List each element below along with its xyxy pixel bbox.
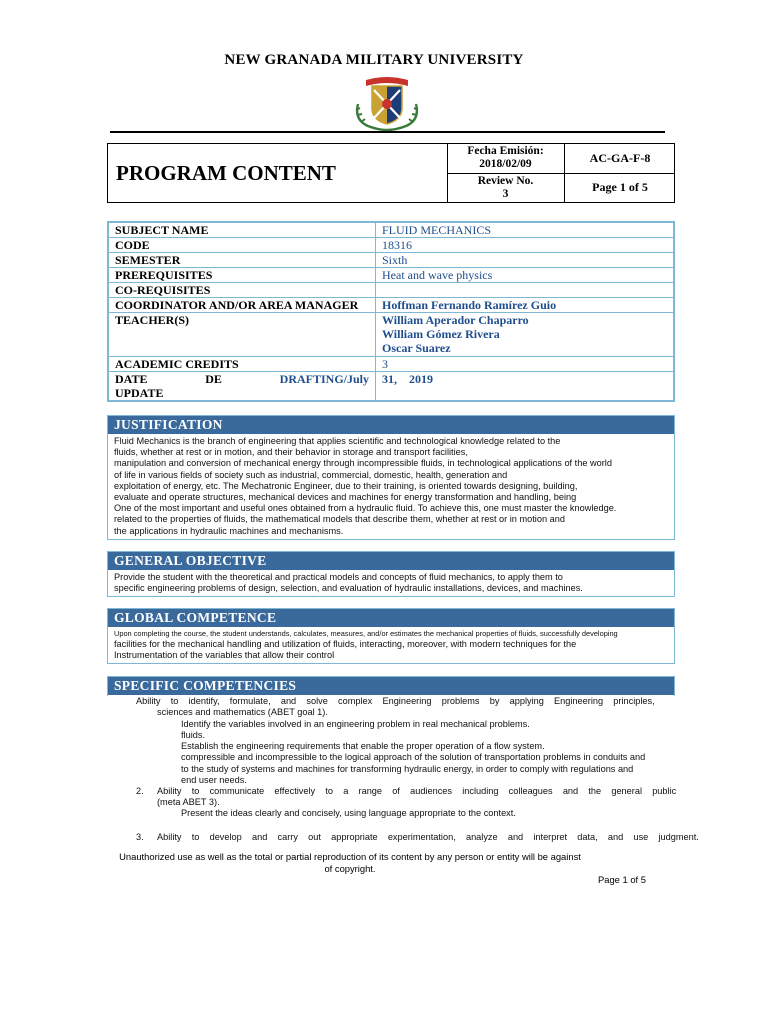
review-cell [447,175,564,201]
corequisites-label: CO-REQUISITES [109,283,376,298]
update-date-value [376,372,674,401]
copyright-line: Unauthorized use as well as the total or partial reproduction of its content by any person or entity will be against [119,851,581,862]
subject-name-label: SUBJECT NAME [109,223,376,238]
paragraph-line: Provide the student with the theoretical and practical models and concepts of fluid mechanics, to apply them to [114,572,563,582]
table-row [109,223,674,238]
credits-value: 3 [376,357,674,372]
header-divider-line [447,173,675,174]
semester-value: Sixth [376,253,674,268]
update-date-label-word: DRAFTING/July [279,372,369,386]
paragraph-line: Upon completing the course, the student understands, calculates, measures, and/or estimates the mechanical properties of fluids, successfully developing [114,629,618,638]
global-competence-text [108,627,674,663]
university-crest-logo [352,74,422,132]
code-value: 18316 [376,238,674,253]
teacher-name: Oscar Suarez [382,341,451,355]
copyright-notice [110,851,590,875]
competency-line: Identify the variables involved in an engineering problem in real mechanical problems. [181,719,530,729]
review-value: 3 [502,188,509,200]
paragraph-line: evaluate and operate structures, mechanical devices and machines for energy transformation and handling, being [114,492,577,503]
paragraph-line: the applications in hydraulic machines and mechanisms. [114,525,344,536]
paragraph-line: One of the most important and useful ones obtained from a hydraulic fluid. To achieve this, one must master the knowledge. [114,503,617,514]
paragraph-line: Fluid Mechanics is the branch of engineering that applies scientific and technological knowledge related to the [114,436,561,446]
update-date-day: 31, [382,372,397,386]
justification-text [108,434,674,539]
update-date-label-word: UPDATE [115,386,164,400]
issue-date-value: 2018/02/09 [479,158,532,170]
teacher-name: William Aperador Chaparro [382,313,529,327]
paragraph-line: exploitation of energy, etc. The Mechatronic Engineer, due to their training, is oriented towards designing, building, [114,480,578,491]
document-header-box [107,143,675,203]
table-row [109,283,674,298]
copyright-line: of copyright. [324,863,376,874]
table-row [109,298,674,313]
document-code: AC-GA-F-8 [589,151,651,165]
update-date-label-word: DE [205,372,222,386]
competency-line: Establish the engineering requirements that enable the proper operation of a flow system. [181,741,545,751]
list-number: 2. [136,786,144,796]
competency-line: (meta ABET 3). [157,797,220,807]
subject-name-value: FLUID MECHANICS [376,223,674,238]
competency-line: compressible and incompressible to the logical approach of the solution of transportation problems in conduits and [181,752,646,762]
issue-date-cell [447,145,564,171]
table-row [109,357,674,372]
competency-line: end user needs. [181,775,247,785]
competency-line: fluids. [181,730,206,740]
competency-line: Ability to develop and carry out appropriate experimentation, analyze and interpret data, and use judgment. [157,832,699,842]
paragraph-line: manipulation and conversion of mechanical energy through incompressible fluids, in technological applications of the world [114,458,612,469]
table-row [109,268,674,283]
general-objective-heading: GENERAL OBJECTIVE [108,552,674,570]
paragraph-line: fluids, whether at rest or in motion, and their behavior in storage and transport facilities, [114,447,468,458]
teacher-name: William Gómez Rivera [382,327,500,341]
issue-date-label: Fecha Emisión: [467,145,544,157]
footer-page-number: Page 1 of 5 [598,874,646,885]
table-row [109,313,674,357]
competency-line: Ability to communicate effectively to a range of audiences including colleagues and the general public [157,786,677,796]
update-date-label-word: DATE [115,372,148,386]
prerequisites-label: PREREQUISITES [109,268,376,283]
coordinator-label: COORDINATOR AND/OR AREA MANAGER [109,298,376,313]
global-competence-section [107,608,675,664]
document-title: PROGRAM CONTENT [116,161,336,185]
update-date-year: 2019 [409,372,433,386]
competency-line: Ability to identify, formulate, and solve complex Engineering problems by applying Engineering principles, [136,696,655,706]
prerequisites-value: Heat and wave physics [376,268,674,283]
subject-info-table [107,221,675,402]
competency-line: Present the ideas clearly and concisely, using language appropriate to the context. [181,808,516,818]
justification-section [107,415,675,540]
table-row [109,372,674,401]
header-page-number: Page 1 of 5 [592,180,648,194]
review-label: Review No. [477,175,534,187]
corequisites-value [376,283,674,298]
semester-label: SEMESTER [109,253,376,268]
general-objective-text [108,570,674,596]
coordinator-value: Hoffman Fernando Ramírez Guio [376,298,674,313]
global-competence-heading: GLOBAL COMPETENCE [108,609,674,627]
paragraph-line: Instrumentation of the variables that allow their control [114,650,335,661]
table-row [109,238,674,253]
code-label: CODE [109,238,376,253]
paragraph-line: facilities for the mechanical handling and utilization of fluids, interacting, moreover, with modern techniques for the [114,639,577,649]
competency-line: sciences and mathematics (ABET goal 1). [157,707,328,717]
university-title: NEW GRANADA MILITARY UNIVERSITY [224,52,524,68]
update-date-label [109,372,376,401]
specific-competencies-heading: SPECIFIC COMPETENCIES [108,677,674,695]
list-number: 3. [136,832,144,842]
paragraph-line: specific engineering problems of design, selection, and evaluation of hydraulic installations, devices, and machines. [114,583,583,594]
justification-heading: JUSTIFICATION [108,416,674,434]
general-objective-section [107,551,675,597]
competency-line: to the study of systems and machines for transforming hydraulic energy, in order to comply with regulations and [181,764,634,774]
specific-competencies-section [107,676,675,696]
credits-label: ACADEMIC CREDITS [109,357,376,372]
teachers-label: TEACHER(S) [109,313,376,357]
table-row [109,253,674,268]
header-divider [110,131,665,133]
teachers-value [376,313,674,357]
paragraph-line: related to the properties of fluids, the mathematical models that describe them, whether at rest or in motion and [114,514,565,525]
paragraph-line: of life in various fields of society such as industrial, commercial, domestic, health, generation and [114,469,508,480]
